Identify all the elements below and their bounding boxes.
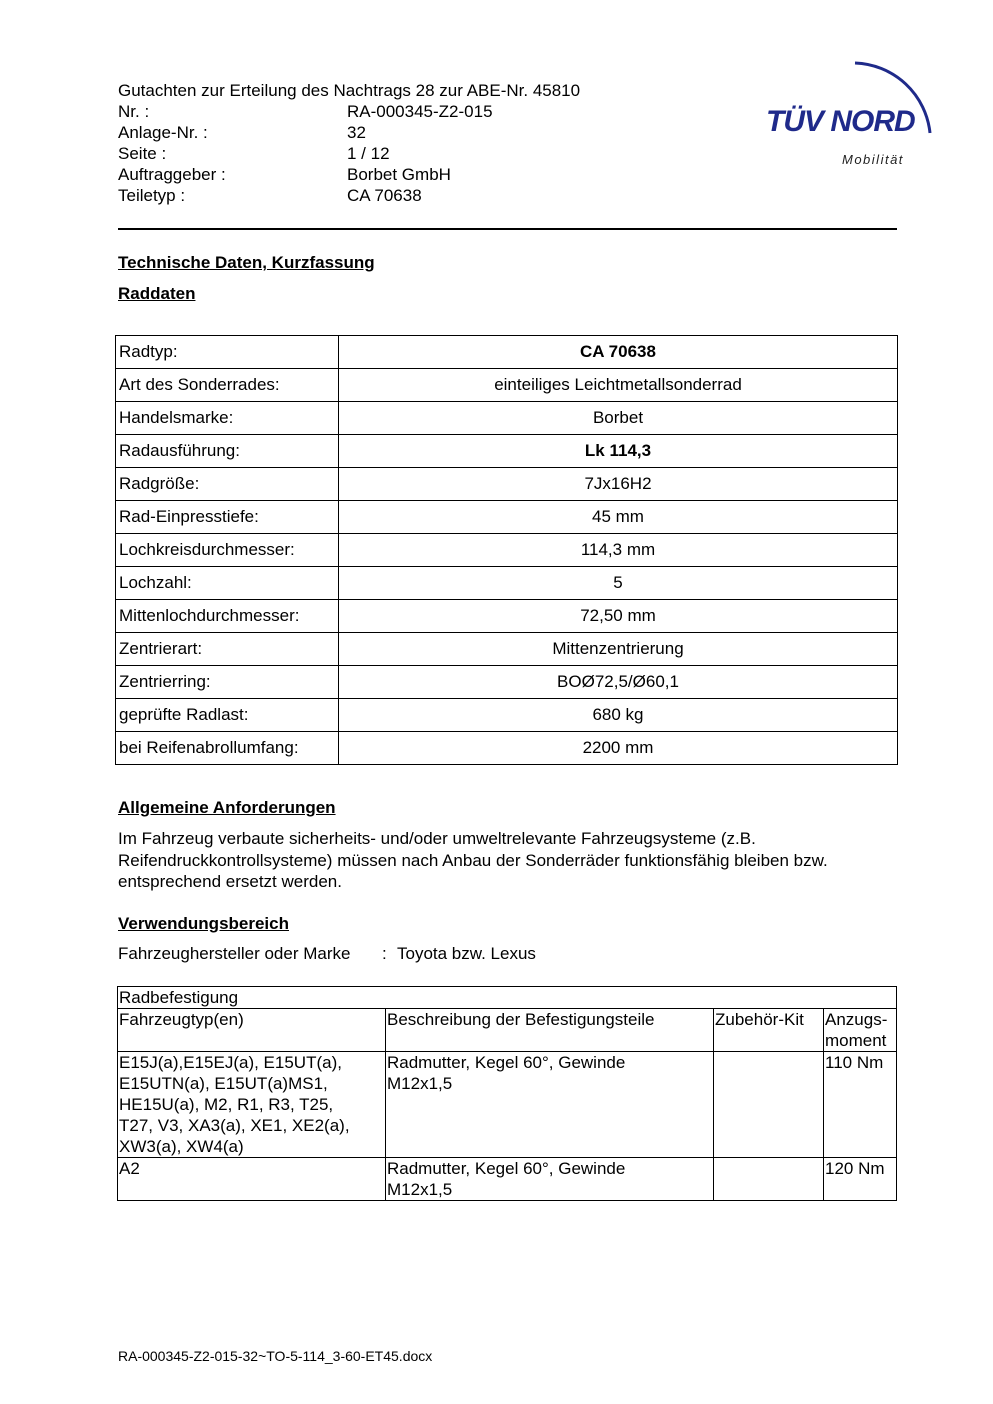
hersteller-value: Toyota bzw. Lexus [397, 944, 536, 963]
hersteller-separator: : [382, 944, 387, 963]
table-row [118, 1158, 897, 1201]
row-label: Zentrierring: [116, 666, 339, 699]
row-label: Mittenlochdurchmesser: [116, 600, 339, 633]
table-title-row [118, 987, 897, 1009]
row-value: CA 70638 [339, 336, 898, 369]
cell-kit [714, 1052, 824, 1158]
table-row [118, 1052, 897, 1158]
table-row [116, 666, 898, 699]
field-label-teiletyp: Teiletyp : [118, 186, 186, 205]
row-value: 2200 mm [339, 732, 898, 765]
cell-line: A2 [119, 1159, 140, 1178]
row-label: Zentrierart: [116, 633, 339, 666]
raddaten-table [115, 335, 898, 765]
logo-brand: TÜV NORD [766, 105, 915, 138]
row-value: Borbet [339, 402, 898, 435]
paragraph-line: Reifendruckkontrollsysteme) müssen nach Anbau der Sonderräder funktionsfähig bleiben bzw. [118, 850, 828, 870]
cell-moment: 110 Nm [824, 1052, 897, 1158]
field-value-anlage: 32 [347, 123, 366, 142]
field-value-auftraggeber: Borbet GmbH [347, 165, 451, 184]
field-value-teiletyp: CA 70638 [347, 186, 422, 205]
row-value: Lk 114,3 [339, 435, 898, 468]
row-label: Lochzahl: [116, 567, 339, 600]
cell-line: Radmutter, Kegel 60°, Gewinde [387, 1159, 626, 1178]
field-value-seite: 1 / 12 [347, 144, 390, 163]
cell-typen [118, 1158, 386, 1201]
cell-line: M12x1,5 [387, 1074, 453, 1093]
section-tech: Technische Daten, Kurzfassung [118, 253, 375, 272]
row-value: 680 kg [339, 699, 898, 732]
paragraph-line: entsprechend ersetzt werden. [118, 872, 342, 891]
row-label: Lochkreisdurchmesser: [116, 534, 339, 567]
field-value-nr: RA-000345-Z2-015 [347, 102, 493, 121]
table-row [116, 435, 898, 468]
cell-line: XW3(a), XW4(a) [119, 1137, 244, 1156]
cell-typen [118, 1052, 386, 1158]
row-label: Art des Sonderrades: [116, 369, 339, 402]
table-row [116, 567, 898, 600]
row-label: Radtyp: [116, 336, 339, 369]
row-label: Rad-Einpresstiefe: [116, 501, 339, 534]
cell-kit [714, 1158, 824, 1201]
col-header-moment [824, 1009, 897, 1052]
field-label-nr: Nr. : [118, 102, 150, 121]
field-label-seite: Seite : [118, 144, 167, 163]
table-row [116, 600, 898, 633]
table-row [116, 699, 898, 732]
header-line: moment [825, 1031, 887, 1050]
field-label-anlage: Anlage-Nr. : [118, 123, 208, 142]
cell-beschreibung [386, 1158, 714, 1201]
row-value: 45 mm [339, 501, 898, 534]
table-row [116, 369, 898, 402]
cell-line: HE15U(a), M2, R1, R3, T25, [119, 1095, 334, 1114]
row-value: 114,3 mm [339, 534, 898, 567]
table-row [116, 732, 898, 765]
section-verwendung: Verwendungsbereich [118, 914, 289, 933]
header-divider [118, 228, 897, 230]
table-title: Radbefestigung [118, 987, 897, 1009]
cell-line: E15J(a),E15EJ(a), E15UT(a), [119, 1053, 342, 1072]
cell-line: M12x1,5 [387, 1180, 453, 1199]
cell-line: Radmutter, Kegel 60°, Gewinde [387, 1053, 626, 1072]
header-line: Anzugs- [825, 1010, 888, 1029]
table-header-row [118, 1009, 897, 1052]
tuv-nord-logo [760, 55, 945, 175]
field-label-auftraggeber: Auftraggeber : [118, 165, 226, 184]
row-label: Handelsmarke: [116, 402, 339, 435]
cell-moment: 120 Nm [824, 1158, 897, 1201]
col-header-typen: Fahrzeugtyp(en) [118, 1009, 386, 1052]
table-row [116, 336, 898, 369]
footer-filename: RA-000345-Z2-015-32~TO-5-114_3-60-ET45.docx [118, 1348, 433, 1364]
paragraph-line: Im Fahrzeug verbaute sicherheits- und/oder umweltrelevante Fahrzeugsysteme (z.B. [118, 829, 756, 848]
logo-sub: Mobilität [842, 152, 904, 167]
row-value: 7Jx16H2 [339, 468, 898, 501]
hersteller-label: Fahrzeughersteller oder Marke [118, 944, 351, 963]
befestigung-table [117, 986, 897, 1201]
col-header-kit: Zubehör-Kit [714, 1009, 824, 1052]
cell-beschreibung [386, 1052, 714, 1158]
row-label: Radausführung: [116, 435, 339, 468]
row-label: bei Reifenabrollumfang: [116, 732, 339, 765]
row-value: einteiliges Leichtmetallsonderrad [339, 369, 898, 402]
table-row [116, 633, 898, 666]
row-label: geprüfte Radlast: [116, 699, 339, 732]
row-value: Mittenzentrierung [339, 633, 898, 666]
document-title: Gutachten zur Erteilung des Nachtrags 28 zur ABE-Nr. 45810 [118, 81, 581, 100]
row-value: BOØ72,5/Ø60,1 [339, 666, 898, 699]
row-label: Radgröße: [116, 468, 339, 501]
table-row [116, 534, 898, 567]
section-allgemein: Allgemeine Anforderungen [118, 798, 336, 817]
row-value: 72,50 mm [339, 600, 898, 633]
cell-line: E15UTN(a), E15UT(a)MS1, [119, 1074, 328, 1093]
table-row [116, 402, 898, 435]
col-header-beschreibung: Beschreibung der Befestigungsteile [386, 1009, 714, 1052]
table-row [116, 501, 898, 534]
allgemein-paragraph [118, 828, 908, 893]
row-value: 5 [339, 567, 898, 600]
section-raddaten: Raddaten [118, 284, 196, 303]
cell-line: T27, V3, XA3(a), XE1, XE2(a), [119, 1116, 350, 1135]
table-row [116, 468, 898, 501]
